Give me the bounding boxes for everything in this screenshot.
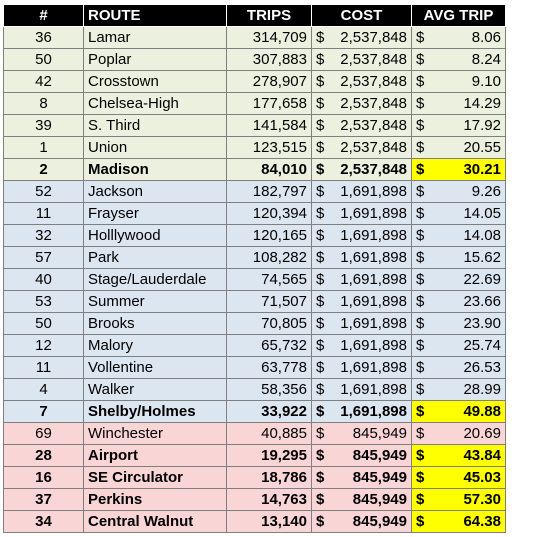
cell-cost[interactable]: 1,691,898 [326,335,412,357]
cell-cost[interactable]: 2,537,848 [326,115,412,137]
cell-trips[interactable]: 177,658 [227,93,312,115]
cell-cost[interactable]: 1,691,898 [326,291,412,313]
cell-avg-trip[interactable]: 23.90 [426,313,506,335]
cell-avg-trip[interactable]: 43.84 [426,445,506,467]
cell-avg-currency[interactable]: $ [412,291,426,313]
cell-trips[interactable]: 108,282 [227,247,312,269]
cell-cost-currency[interactable]: $ [312,93,326,115]
cell-route-name[interactable]: Summer [84,291,227,313]
cell-route-name[interactable]: Shelby/Holmes [84,401,227,423]
cell-cost-currency[interactable]: $ [312,335,326,357]
cell-trips[interactable]: 74,565 [227,269,312,291]
cell-avg-trip[interactable]: 15.62 [426,247,506,269]
cell-avg-currency[interactable]: $ [412,181,426,203]
header-trips[interactable]: TRIPS [227,5,312,27]
cell-route-name[interactable]: Jackson [84,181,227,203]
cell-cost[interactable]: 2,537,848 [326,71,412,93]
table-row [4,401,506,423]
cell-avg-currency[interactable]: $ [412,71,426,93]
cell-cost[interactable]: 1,691,898 [326,269,412,291]
cell-avg-currency[interactable]: $ [412,445,426,467]
cell-route-number[interactable]: 39 [4,115,84,137]
cell-avg-currency[interactable]: $ [412,313,426,335]
cell-cost-currency[interactable]: $ [312,379,326,401]
cell-route-name[interactable]: SE Circulator [84,467,227,489]
table-row [4,291,506,313]
cell-avg-currency[interactable]: $ [412,423,426,445]
cell-avg-trip[interactable]: 22.69 [426,269,506,291]
cell-cost[interactable]: 845,949 [326,445,412,467]
cell-route-number[interactable]: 52 [4,181,84,203]
table-row [4,93,506,115]
cell-trips[interactable]: 71,507 [227,291,312,313]
table-row [4,489,506,511]
cell-route-number[interactable]: 12 [4,335,84,357]
cell-trips[interactable]: 278,907 [227,71,312,93]
cell-avg-currency[interactable]: $ [412,489,426,511]
cell-avg-trip[interactable]: 9.26 [426,181,506,203]
cell-cost[interactable]: 1,691,898 [326,181,412,203]
route-cost-sheet [3,4,506,533]
cell-cost-currency[interactable]: $ [312,115,326,137]
cell-route-name[interactable]: Park [84,247,227,269]
cell-route-number[interactable]: 11 [4,357,84,379]
cell-cost[interactable]: 2,537,848 [326,27,412,49]
cell-cost[interactable]: 1,691,898 [326,379,412,401]
table-row [4,49,506,71]
cell-cost[interactable]: 845,949 [326,489,412,511]
table-row [4,181,506,203]
cell-cost[interactable]: 1,691,898 [326,203,412,225]
cell-route-number[interactable]: 8 [4,93,84,115]
cell-cost-currency[interactable]: $ [312,467,326,489]
cell-route-number[interactable]: 37 [4,489,84,511]
cell-route-number[interactable]: 4 [4,379,84,401]
table-row [4,137,506,159]
cell-cost[interactable]: 2,537,848 [326,159,412,181]
cell-cost-currency[interactable]: $ [312,445,326,467]
cell-trips[interactable]: 33,922 [227,401,312,423]
cell-cost-currency[interactable]: $ [312,137,326,159]
cell-route-name[interactable]: Vollentine [84,357,227,379]
cell-cost-currency[interactable]: $ [312,181,326,203]
cell-avg-trip[interactable]: 8.24 [426,49,506,71]
cell-cost-currency[interactable]: $ [312,357,326,379]
cell-route-name[interactable]: Crosstown [84,71,227,93]
cell-route-name[interactable]: Malory [84,335,227,357]
cell-route-number[interactable]: 34 [4,511,84,533]
cell-route-number[interactable]: 36 [4,27,84,49]
cell-avg-currency[interactable]: $ [412,159,426,181]
cell-route-number[interactable]: 40 [4,269,84,291]
cell-trips[interactable]: 70,805 [227,313,312,335]
cell-route-number[interactable]: 16 [4,467,84,489]
cell-trips[interactable]: 120,394 [227,203,312,225]
cell-avg-currency[interactable]: $ [412,379,426,401]
cell-trips[interactable]: 65,732 [227,335,312,357]
cell-cost-currency[interactable]: $ [312,269,326,291]
table-row [4,159,506,181]
cell-cost-currency[interactable]: $ [312,49,326,71]
header-cost[interactable]: COST [312,5,412,27]
table-row [4,115,506,137]
cell-route-number[interactable]: 28 [4,445,84,467]
cell-route-name[interactable]: Walker [84,379,227,401]
cell-cost[interactable]: 1,691,898 [326,247,412,269]
cell-avg-currency[interactable]: $ [412,93,426,115]
cell-avg-currency[interactable]: $ [412,401,426,423]
header-route[interactable]: ROUTE [84,5,227,27]
cell-cost-currency[interactable]: $ [312,291,326,313]
cell-avg-trip[interactable]: 30.21 [426,159,506,181]
table-row [4,269,506,291]
table-row [4,247,506,269]
cell-route-name[interactable]: Brooks [84,313,227,335]
cell-cost[interactable]: 1,691,898 [326,225,412,247]
cell-avg-currency[interactable]: $ [412,357,426,379]
cell-cost[interactable]: 1,691,898 [326,401,412,423]
cell-avg-currency[interactable]: $ [412,27,426,49]
cell-avg-trip[interactable]: 28.99 [426,379,506,401]
cell-cost[interactable]: 2,537,848 [326,93,412,115]
cell-route-name[interactable]: Holllywood [84,225,227,247]
table-row [4,71,506,93]
cell-trips[interactable]: 307,883 [227,49,312,71]
cell-cost-currency[interactable]: $ [312,511,326,533]
header-avg-trip[interactable]: AVG TRIP [412,5,506,27]
table-row [4,467,506,489]
cell-cost[interactable]: 2,537,848 [326,137,412,159]
cell-avg-trip[interactable]: 14.08 [426,225,506,247]
cell-trips[interactable]: 19,295 [227,445,312,467]
cell-trips[interactable]: 84,010 [227,159,312,181]
cell-trips[interactable]: 314,709 [227,27,312,49]
cell-avg-trip[interactable]: 49.88 [426,401,506,423]
cell-trips[interactable]: 18,786 [227,467,312,489]
cell-trips[interactable]: 123,515 [227,137,312,159]
cell-avg-currency[interactable]: $ [412,49,426,71]
table-row [4,203,506,225]
table-row [4,379,506,401]
cell-route-name[interactable]: Central Walnut [84,511,227,533]
cell-cost[interactable]: 1,691,898 [326,313,412,335]
cell-avg-trip[interactable]: 14.29 [426,93,506,115]
cell-avg-currency[interactable]: $ [412,511,426,533]
cell-route-name[interactable]: S. Third [84,115,227,137]
cell-cost[interactable]: 845,949 [326,511,412,533]
table-row [4,335,506,357]
table-row [4,225,506,247]
cell-cost-currency[interactable]: $ [312,313,326,335]
cell-avg-trip[interactable]: 20.69 [426,423,506,445]
cell-cost-currency[interactable]: $ [312,489,326,511]
cell-avg-trip[interactable]: 14.05 [426,203,506,225]
cell-route-name[interactable]: Chelsea-High [84,93,227,115]
cell-avg-trip[interactable]: 26.53 [426,357,506,379]
cell-cost-currency[interactable]: $ [312,159,326,181]
cell-avg-trip[interactable]: 45.03 [426,467,506,489]
cell-trips[interactable]: 40,885 [227,423,312,445]
cell-cost-currency[interactable]: $ [312,225,326,247]
cell-avg-currency[interactable]: $ [412,137,426,159]
cell-cost[interactable]: 2,537,848 [326,49,412,71]
cell-avg-currency[interactable]: $ [412,203,426,225]
cell-route-number[interactable]: 2 [4,159,84,181]
cell-trips[interactable]: 120,165 [227,225,312,247]
cell-cost-currency[interactable]: $ [312,423,326,445]
cell-cost-currency[interactable]: $ [312,203,326,225]
cell-avg-trip[interactable]: 57.30 [426,489,506,511]
cell-trips[interactable]: 182,797 [227,181,312,203]
table-row [4,423,506,445]
cell-route-name[interactable]: Airport [84,445,227,467]
cell-avg-trip[interactable]: 17.92 [426,115,506,137]
cell-route-number[interactable]: 1 [4,137,84,159]
cell-route-number[interactable]: 11 [4,203,84,225]
cell-trips[interactable]: 58,356 [227,379,312,401]
cell-avg-currency[interactable]: $ [412,335,426,357]
header-number[interactable]: # [4,5,84,27]
table-row [4,313,506,335]
cell-cost[interactable]: 845,949 [326,467,412,489]
cell-route-number[interactable]: 50 [4,49,84,71]
cell-route-number[interactable]: 42 [4,71,84,93]
cell-avg-currency[interactable]: $ [412,115,426,137]
cell-route-name[interactable]: Perkins [84,489,227,511]
cell-avg-currency[interactable]: $ [412,467,426,489]
cell-trips[interactable]: 14,763 [227,489,312,511]
cell-avg-currency[interactable]: $ [412,225,426,247]
table-row [4,445,506,467]
header-row [4,5,506,27]
cell-avg-trip[interactable]: 23.66 [426,291,506,313]
cell-avg-currency[interactable]: $ [412,247,426,269]
cell-route-name[interactable]: Poplar [84,49,227,71]
cell-route-name[interactable]: Stage/Lauderdale [84,269,227,291]
cell-route-number[interactable]: 50 [4,313,84,335]
cell-cost-currency[interactable]: $ [312,71,326,93]
cell-route-name[interactable]: Madison [84,159,227,181]
cell-cost-currency[interactable]: $ [312,401,326,423]
cell-cost-currency[interactable]: $ [312,247,326,269]
table-row [4,357,506,379]
cell-avg-trip[interactable]: 20.55 [426,137,506,159]
cell-route-number[interactable]: 69 [4,423,84,445]
cell-route-name[interactable]: Union [84,137,227,159]
cell-route-number[interactable]: 57 [4,247,84,269]
table-header [4,5,506,27]
cell-cost[interactable]: 845,949 [326,423,412,445]
cell-route-name[interactable]: Winchester [84,423,227,445]
cell-route-number[interactable]: 53 [4,291,84,313]
cell-trips[interactable]: 63,778 [227,357,312,379]
table-row [4,27,506,49]
table-row [4,511,506,533]
cell-avg-trip[interactable]: 9.10 [426,71,506,93]
cell-trips[interactable]: 141,584 [227,115,312,137]
cell-cost-currency[interactable]: $ [312,27,326,49]
cell-route-name[interactable]: Lamar [84,27,227,49]
cell-avg-currency[interactable]: $ [412,269,426,291]
table-body [4,27,506,533]
cell-route-number[interactable]: 7 [4,401,84,423]
cell-trips[interactable]: 13,140 [227,511,312,533]
cell-cost[interactable]: 1,691,898 [326,357,412,379]
cell-avg-trip[interactable]: 64.38 [426,511,506,533]
cell-route-name[interactable]: Frayser [84,203,227,225]
cell-avg-trip[interactable]: 25.74 [426,335,506,357]
cell-route-number[interactable]: 32 [4,225,84,247]
route-table [3,4,506,533]
cell-avg-trip[interactable]: 8.06 [426,27,506,49]
